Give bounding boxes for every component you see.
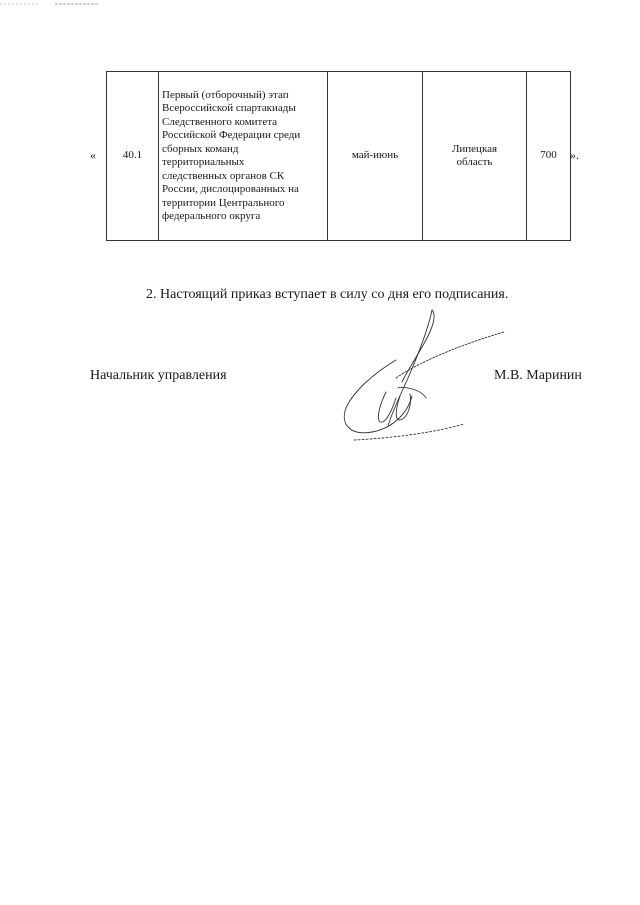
quote-open: «: [90, 148, 96, 162]
event-name-line: Первый (отборочный) этап: [162, 88, 289, 101]
event-name-line: территориальных: [162, 156, 245, 168]
table-row: [107, 72, 571, 241]
region-line: Липецкая: [451, 142, 498, 155]
row-number: 40.1: [107, 72, 159, 241]
event-name-line: сборных команд: [162, 142, 239, 155]
event-period: май-июнь: [328, 72, 423, 241]
region-line: область: [456, 156, 493, 168]
event-name-line: России, дислоцированных на: [162, 183, 299, 195]
event-name-line: Всероссийской спартакиады: [162, 102, 296, 114]
clause-text: 2. Настоящий приказ вступает в силу со дня его подписания.: [146, 287, 509, 302]
quote-close: ».: [570, 148, 579, 162]
schedule-table: [106, 71, 571, 241]
event-name-line: территории Центрального: [162, 196, 285, 209]
event-name-line: следственных органов СК: [162, 169, 285, 182]
event-count: 700: [527, 72, 571, 241]
event-name-line: Следственного комитета: [162, 115, 278, 128]
event-region: [423, 72, 527, 241]
event-name-line: Российской Федерации среди: [162, 129, 301, 141]
signatory-name: М.В. Маринин: [494, 368, 582, 383]
scan-artifact: [0, 0, 110, 8]
signatory-title: Начальник управления: [90, 368, 227, 383]
event-name: [159, 72, 328, 241]
handwritten-signature: [336, 300, 506, 450]
event-name-line: федерального округа: [162, 210, 261, 222]
